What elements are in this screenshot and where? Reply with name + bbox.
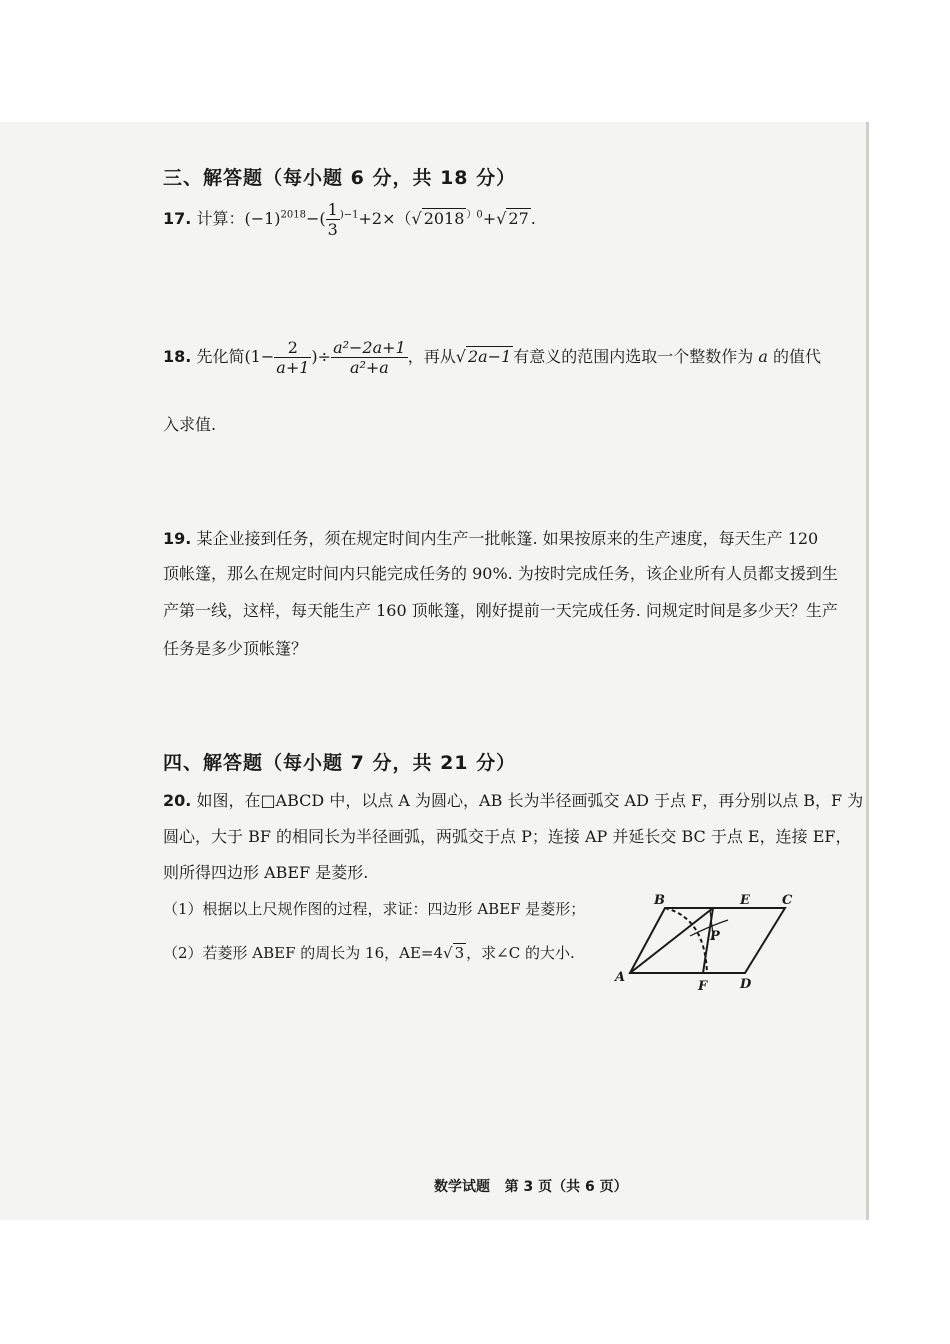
label-b: B	[654, 893, 665, 908]
q18-var: a	[758, 347, 768, 366]
question-19-number: 19.	[163, 529, 192, 548]
question-20-number: 20.	[163, 791, 192, 810]
q17-fraction-den: 3	[327, 220, 338, 239]
q18-fraction-2-den: a²+a	[349, 358, 389, 377]
question-19-line4: 任务是多少顶帐篷？	[163, 639, 308, 658]
label-e: E	[740, 893, 750, 908]
q17-fraction	[326, 200, 340, 239]
question-19-line1	[163, 526, 818, 549]
label-c: C	[782, 893, 793, 908]
label-d: D	[740, 977, 752, 992]
footer-subject: 数学试题	[434, 1179, 490, 1195]
question-18-line2: 入求值.	[163, 415, 217, 434]
exam-paper	[0, 122, 869, 1220]
q18-fraction-1-den: a+1	[276, 358, 310, 377]
footer	[434, 1176, 628, 1196]
q18-fraction-1	[274, 338, 311, 377]
q20-sub2-a: （2）若菱形 ABEF 的周长为 16，AE=4	[163, 944, 444, 962]
q18-lead: 先化简(1−	[196, 347, 275, 366]
q19-line1-text: 某企业接到任务，须在规定时间内生产一批帐篷. 如果按原来的生产速度，每天生产 120	[196, 529, 819, 548]
q17-op3: +	[482, 209, 497, 228]
section-4-heading: 四、解答题（每小题 7 分，共 21 分）	[163, 752, 517, 774]
q18-tail3: 的值代	[773, 347, 822, 366]
q20-sub2-b: ，求∠C 的大小.	[466, 944, 575, 962]
q18-tail1: ，再从	[407, 347, 456, 366]
q17-term1: (−1)	[244, 209, 281, 228]
q18-mid: )÷	[311, 347, 332, 366]
section-3-heading: 三、解答题（每小题 6 分，共 18 分）	[163, 167, 517, 189]
question-18: 18. 先化简(1− $\frac{2}{a+1}$ )÷ $\frac{\text{a²−2a+1}}{\text{a²+a}}$ ，再从√ 2a−1 有意义的范围内选取一个整数作为 a 的值代	[163, 338, 822, 377]
question-17: 17. 计算：$(-1)^{2018}-$( $\frac{1}{3}$ $^{)-1}$+2×（√ 2018 $^{)0}$+√ 27 .	[163, 200, 536, 239]
parallelogram-figure	[610, 888, 800, 993]
q17-term3-exponent: ）0	[466, 209, 483, 221]
q17-root2: 27	[508, 209, 529, 228]
q17-term2-exponent: )−1	[339, 209, 359, 221]
q17-fraction-num: 1	[327, 200, 338, 219]
question-20-line3: 则所得四边形 ABEF 是菱形.	[163, 863, 369, 882]
q17-end: .	[530, 209, 536, 228]
q18-tail2: 有意义的范围内选取一个整数作为	[513, 347, 754, 366]
q17-term1-exponent: 2018	[280, 209, 306, 221]
q17-root1: 2018	[423, 209, 465, 228]
label-a: A	[615, 970, 626, 985]
q17-op1: −(	[305, 209, 326, 228]
footer-page: 第 3 页（共 6 页）	[504, 1179, 628, 1195]
q18-fraction-2	[331, 338, 408, 377]
question-17-lead: 计算：	[196, 209, 245, 228]
question-17-number: 17.	[163, 209, 192, 228]
q18-fraction-2-num: a²−2a+1	[333, 338, 406, 357]
q20-line1-text: 如图，在□ABCD 中，以点 A 为圆心，AB 长为半径画弧交 AD 于点 F，再分别以点 B，F 为	[196, 791, 864, 810]
q20-sub2-root: 3	[454, 944, 465, 962]
q18-fraction-1-num: 2	[274, 338, 311, 358]
question-19-line3: 产第一线，这样，每天能生产 160 顶帐篷，刚好提前一天完成任务. 问规定时间是多少天？生产	[163, 601, 838, 620]
question-19-line2: 顶帐篷，那么在规定时间内只能完成任务的 90%. 为按时完成任务，该企业所有人员都支援到生	[163, 564, 838, 583]
label-f: F	[698, 979, 708, 993]
question-18-number: 18.	[163, 347, 192, 366]
q18-root: 2a−1	[467, 347, 512, 366]
question-20-line2: 圆心，大于 BF 的相同长为半径画弧，两弧交于点 P；连接 AP 并延长交 BC 于点 E，连接 EF，	[163, 827, 852, 846]
question-20-line1	[163, 788, 863, 811]
question-20-sub1: （1）根据以上尺规作图的过程，求证：四边形 ABEF 是菱形；	[163, 900, 586, 918]
question-20-sub2: （2）若菱形 ABEF 的周长为 16，AE=4√ 3 ，求∠C 的大小.	[163, 944, 575, 962]
q17-op2: +2×（	[358, 209, 412, 228]
label-p: P	[710, 929, 720, 944]
